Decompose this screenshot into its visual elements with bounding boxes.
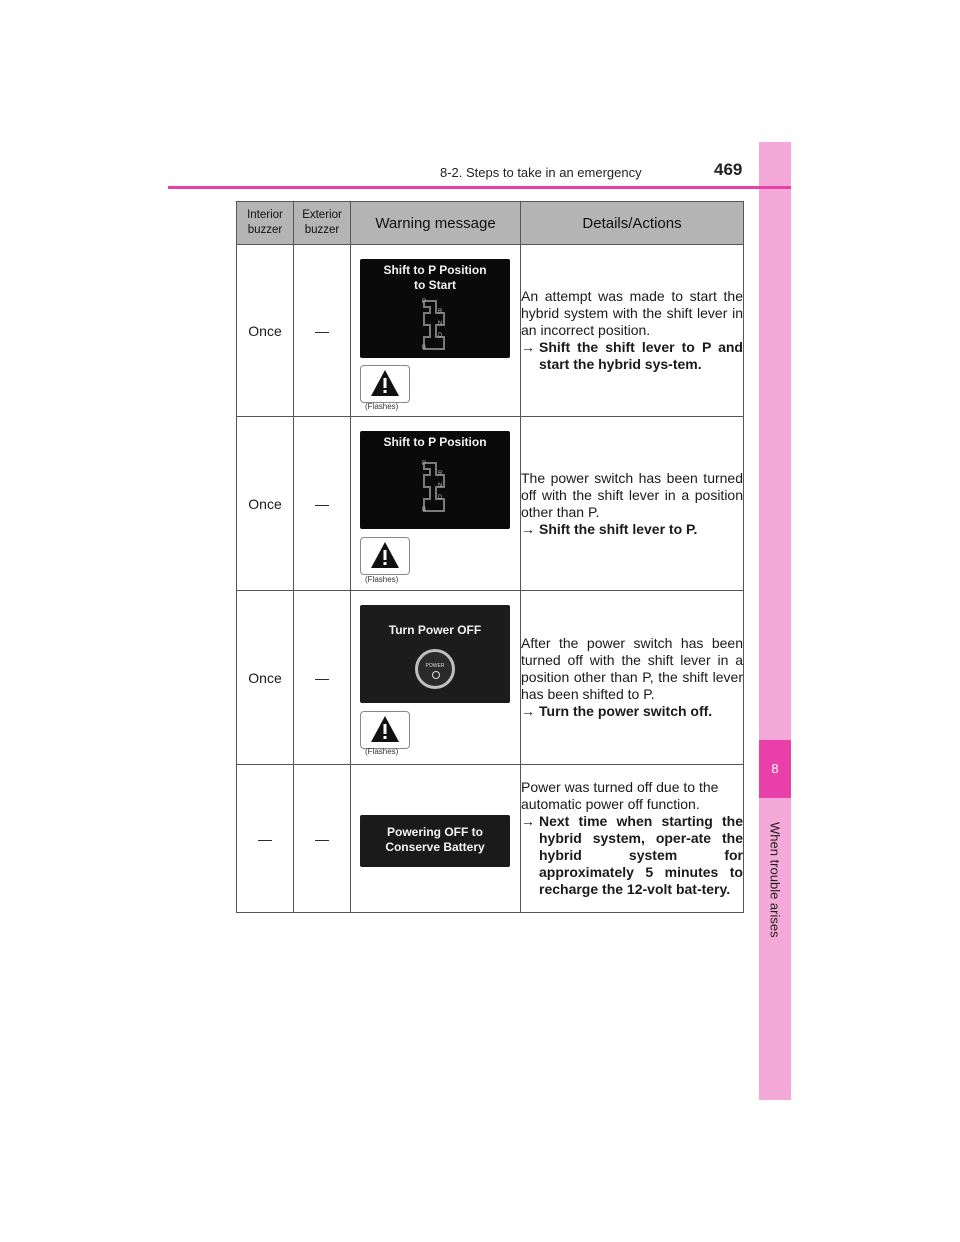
display-screen: [360, 259, 510, 358]
header-rule: [168, 186, 791, 189]
warning-message-cell: [351, 591, 521, 765]
display-screen: [360, 815, 510, 867]
exterior-buzzer-value: —: [294, 245, 351, 417]
exterior-buzzer-value: —: [294, 417, 351, 591]
screen-title: Shift to P Position to Start: [383, 263, 487, 292]
details-text: The power switch has been turned off with the shift lever in a position other than P.: [521, 469, 743, 520]
details-text: An attempt was made to start the hybrid system with the shift lever in an incorrect position.: [521, 288, 743, 338]
flashes-note: (Flashes): [365, 402, 399, 411]
details-text: Power was turned off due to the automatic power off function.: [521, 779, 719, 812]
screen-title: Shift to P Position: [383, 435, 487, 449]
table-row: [237, 591, 744, 765]
chapter-number-badge: 8: [759, 740, 791, 798]
warning-message-cell: [351, 417, 521, 591]
details-actions-cell: [521, 765, 744, 913]
side-tab-strip: [759, 142, 791, 1100]
power-button-icon: POWER: [415, 649, 455, 689]
interior-buzzer-value: —: [237, 765, 294, 913]
arrow-right-icon: →: [521, 813, 535, 829]
warning-message-cell: [351, 245, 521, 417]
col-interior-buzzer: Interior buzzer: [237, 202, 294, 245]
arrow-right-icon: →: [521, 520, 535, 537]
display-screen: [360, 605, 510, 703]
warning-table: [236, 201, 744, 913]
shift-gate-icon: P R N D B: [422, 461, 443, 513]
warning-triangle-icon: [360, 711, 410, 749]
arrow-right-icon: →: [521, 703, 535, 719]
flashes-note: (Flashes): [365, 575, 399, 584]
flashes-note: (Flashes): [365, 747, 399, 756]
interior-buzzer-value: Once: [237, 591, 294, 765]
table-row: [237, 417, 744, 591]
warning-triangle-icon: [360, 537, 410, 575]
details-actions-cell: [521, 245, 744, 417]
shift-gate-icon: P R N D B: [422, 299, 443, 351]
warning-message-cell: [351, 765, 521, 913]
section-title: 8-2. Steps to take in an emergency: [440, 165, 642, 180]
page-number: 469: [714, 160, 743, 179]
display-screen: [360, 431, 510, 529]
table-header-row: [237, 202, 744, 245]
screen-title: Powering OFF to Conserve Battery: [385, 825, 485, 854]
arrow-right-icon: →: [521, 339, 535, 355]
action-text: → Next time when starting the hybrid system, oper-ate the hybrid system for approximately 5 minutes to recharge the 12-volt bat-tery.: [521, 813, 743, 897]
details-text: After the power switch has been turned off with the shift lever in a position other than P, the shift lever has been shifted to P.: [521, 635, 743, 702]
table-row: [237, 765, 744, 913]
chapter-title: When trouble arises: [767, 822, 783, 938]
col-exterior-buzzer: Exterior buzzer: [294, 202, 351, 245]
action-text: → Shift the shift lever to P and start the hybrid sys-tem.: [521, 339, 743, 372]
exterior-buzzer-value: —: [294, 591, 351, 765]
action-text: → Turn the power switch off.: [521, 703, 713, 719]
interior-buzzer-value: Once: [237, 245, 294, 417]
details-actions-cell: [521, 591, 744, 765]
col-details-actions: Details/Actions: [521, 202, 744, 245]
interior-buzzer-value: Once: [237, 417, 294, 591]
exterior-buzzer-value: —: [294, 765, 351, 913]
action-text: → Shift the shift lever to P.: [521, 520, 698, 537]
col-warning-message: Warning message: [351, 202, 521, 245]
warning-triangle-icon: [360, 365, 410, 403]
screen-title: Turn Power OFF: [388, 623, 482, 637]
table-row: [237, 245, 744, 417]
details-actions-cell: [521, 417, 744, 591]
